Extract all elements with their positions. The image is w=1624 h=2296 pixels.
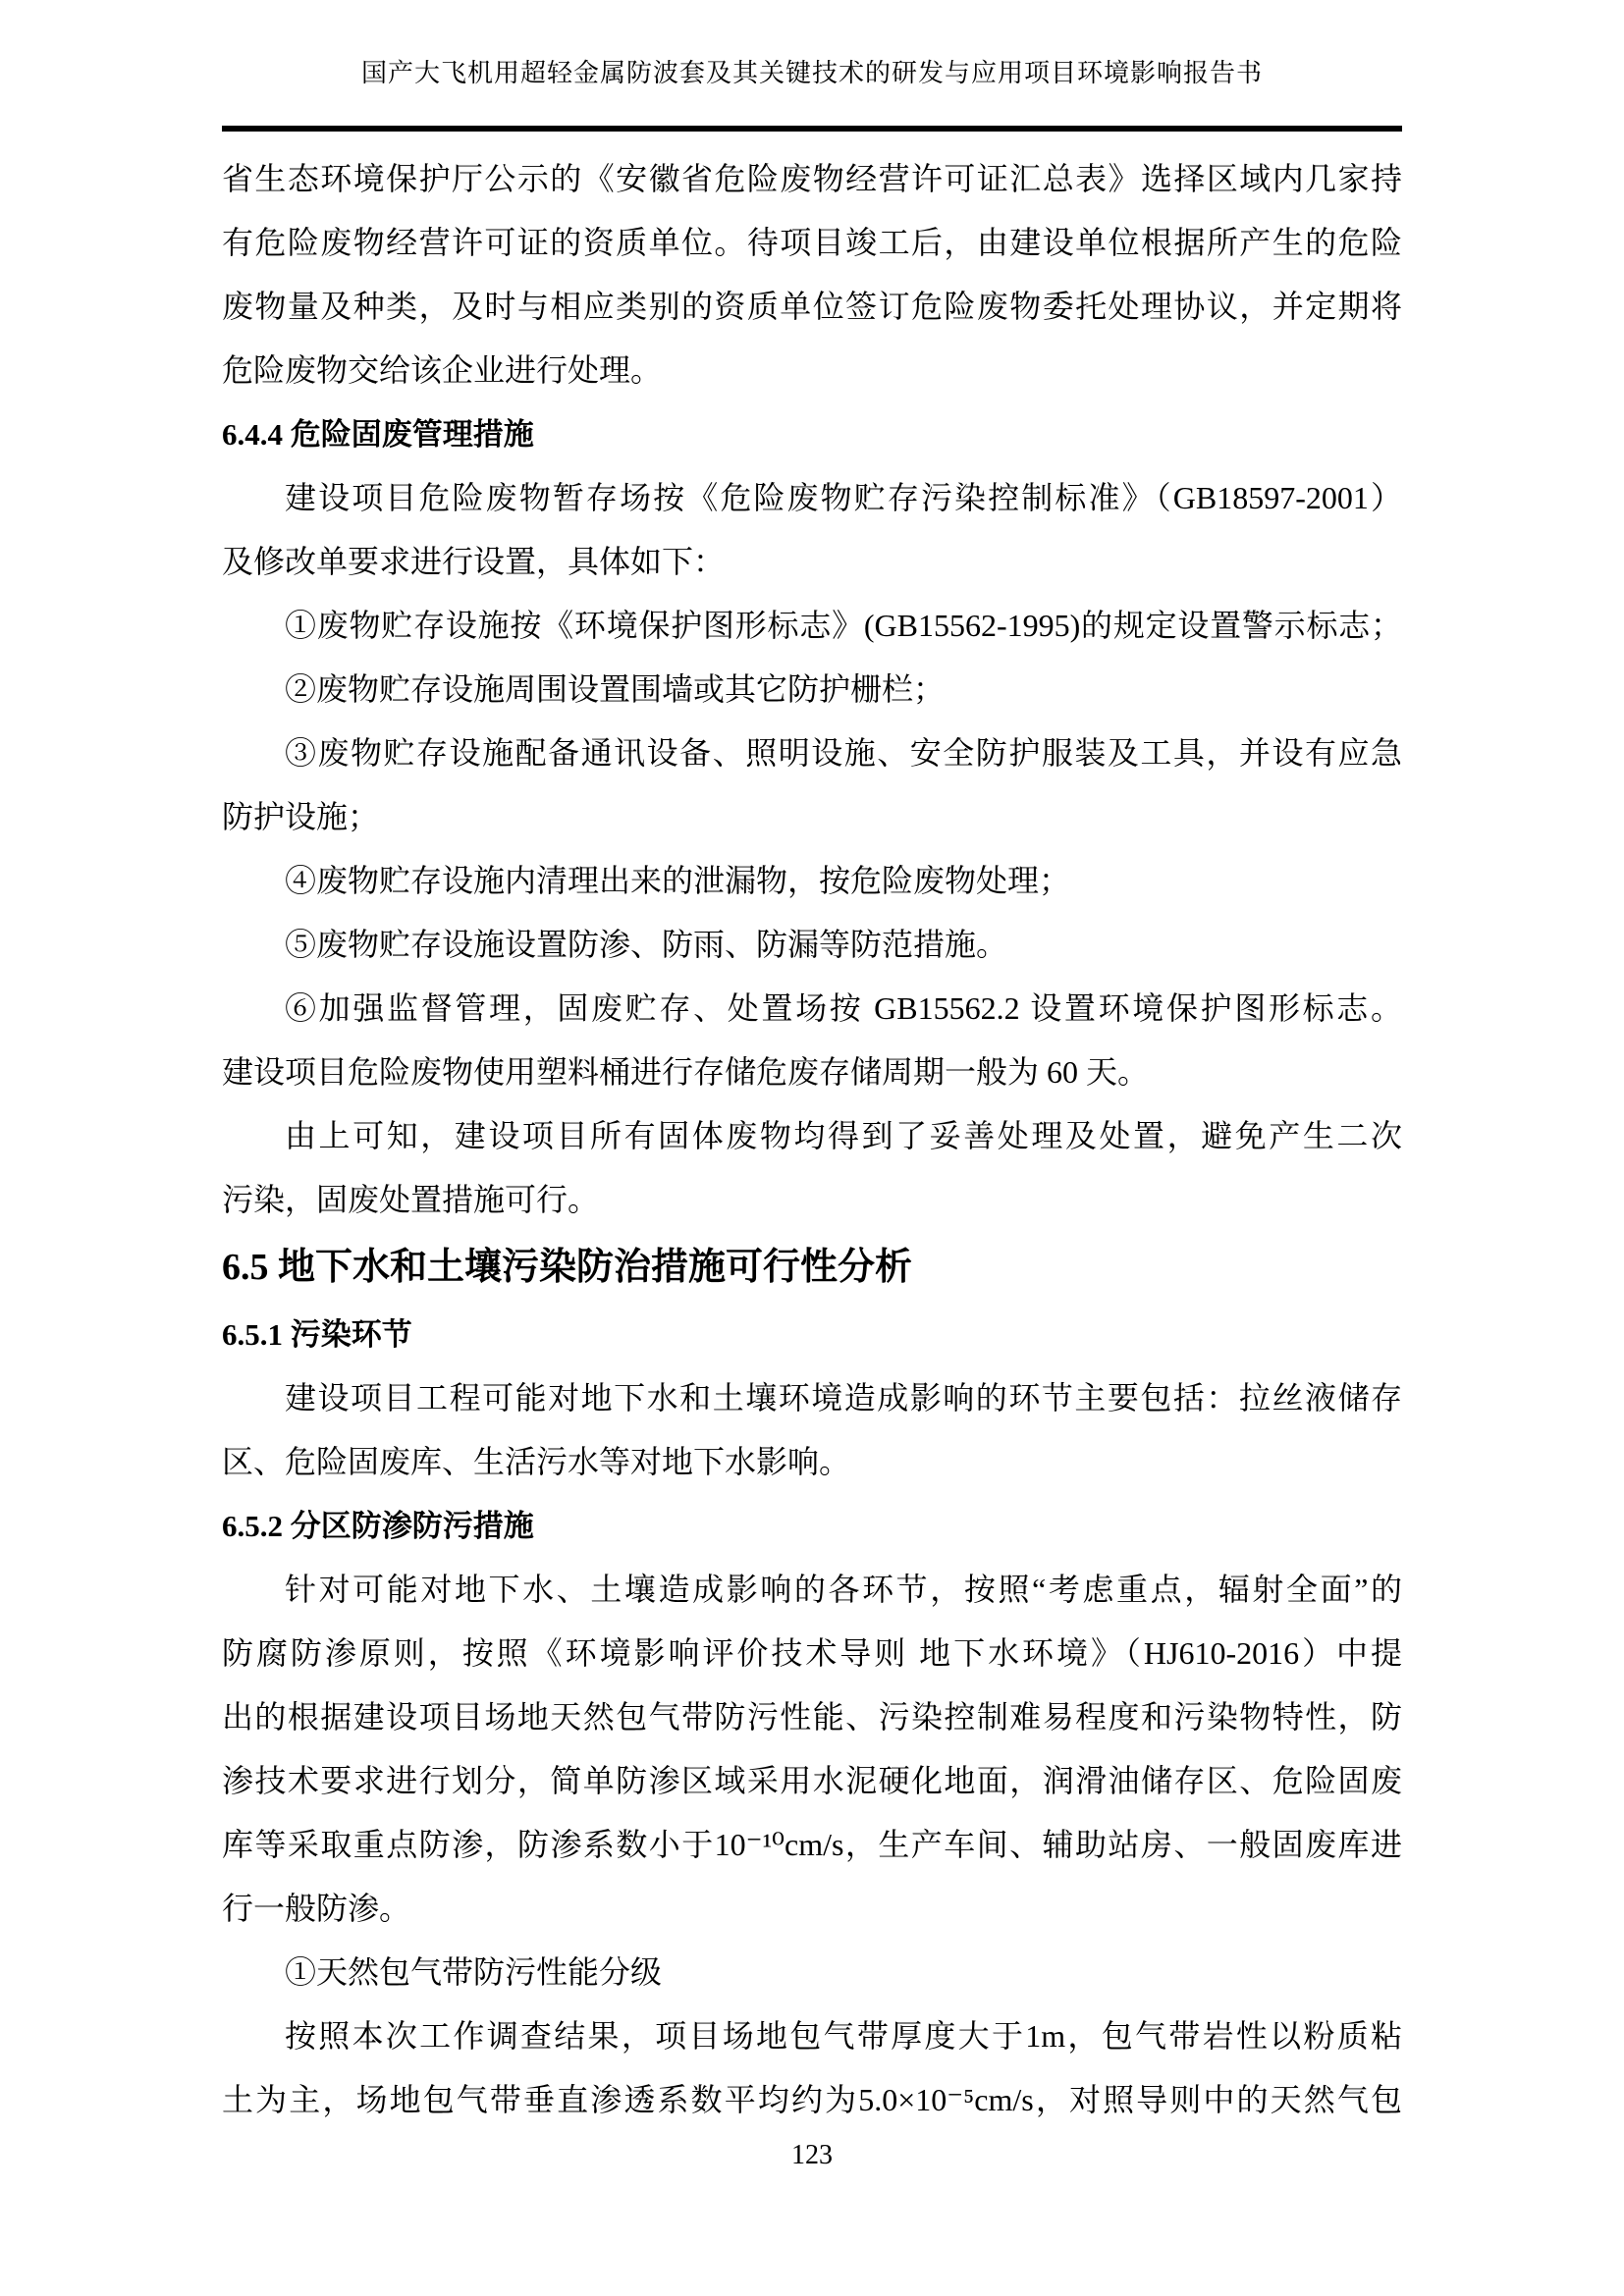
text-line: 针对可能对地下水、土壤造成影响的各环节，按照“考虑重点，辐射全面”的 (285, 1572, 1402, 1607)
section-heading: 6.5 地下水和土壤污染防治措施可行性分析 (222, 1247, 913, 1288)
text-line: 按照本次工作调查结果，项目场地包气带厚度大于1m，包气带岩性以粉质粘 (285, 2018, 1402, 2054)
text-line: 防护设施； (222, 799, 380, 834)
text-line: 库等采取重点防渗，防渗系数小于10⁻¹⁰cm/s，生产车间、辅助站房、一般固废库进 (222, 1827, 1402, 1862)
text-line: 建设项目工程可能对地下水和土壤环境造成影响的环节主要包括：拉丝液储存 (285, 1380, 1402, 1415)
text-line: ⑤废物贮存设施设置防渗、防雨、防漏等防范措施。 (285, 927, 1008, 962)
text-line: 出的根据建设项目场地天然包气带防污性能、污染控制难易程度和污染物特性，防 (222, 1699, 1402, 1735)
document-content (222, 147, 1402, 2132)
text-line: 污染，固废处置措施可行。 (222, 1182, 600, 1217)
text-line: 废物量及种类，及时与相应类别的资质单位签订危险废物委托处理协议，并定期将 (222, 289, 1402, 324)
page-number: 123 (791, 2140, 833, 2170)
text-line: 建设项目危险废物暂存场按《危险废物贮存污染控制标准》（GB18597-2001） (285, 480, 1402, 515)
text-line: ①天然包气带防污性能分级 (285, 1954, 663, 1990)
text-line: 渗技术要求进行划分，简单防渗区域采用水泥硬化地面，润滑油储存区、危险固废 (222, 1763, 1402, 1798)
text-line: 土为主，场地包气带垂直渗透系数平均约为5.0×10⁻⁵cm/s，对照导则中的天然气包 (222, 2082, 1402, 2117)
text-line: 行一般防渗。 (222, 1891, 411, 1926)
section-heading: 6.4.4 危险固废管理措施 (222, 417, 534, 452)
text-line: 省生态环境保护厅公示的《安徽省危险废物经营许可证汇总表》选择区域内几家持 (222, 161, 1402, 196)
text-line: 建设项目危险废物使用塑料桶进行存储危废存储周期一般为 60 天。 (222, 1054, 1150, 1090)
text-line: 由上可知，建设项目所有固体废物均得到了妥善处理及处置，避免产生二次 (285, 1118, 1402, 1153)
text-line: 危险废物交给该企业进行处理。 (222, 352, 663, 388)
text-line: 有危险废物经营许可证的资质单位。待项目竣工后，由建设单位根据所产生的危险 (222, 225, 1402, 260)
header-divider-rule (222, 126, 1402, 132)
section-heading: 6.5.1 污染环节 (222, 1317, 412, 1352)
page-header (222, 0, 1402, 132)
page-header-title: 国产大飞机用超轻金属防波套及其关键技术的研发与应用项目环境影响报告书 (360, 59, 1263, 87)
text-line: ①废物贮存设施按《环境保护图形标志》(GB15562-1995)的规定设置警示标志； (285, 608, 1402, 643)
text-line: ②废物贮存设施周围设置围墙或其它防护栅栏； (285, 671, 946, 707)
text-line: ③废物贮存设施配备通讯设备、照明设施、安全防护服装及工具，并设有应急 (285, 735, 1402, 771)
text-line: ④废物贮存设施内清理出来的泄漏物，按危险废物处理； (285, 863, 1071, 898)
text-line: 区、危险固废库、生活污水等对地下水影响。 (222, 1444, 851, 1479)
text-line: ⑥加强监督管理，固废贮存、处置场按 GB15562.2 设置环境保护图形标志。 (285, 990, 1402, 1026)
text-line: 及修改单要求进行设置，具体如下： (222, 544, 726, 579)
section-heading: 6.5.2 分区防渗防污措施 (222, 1509, 534, 1543)
text-line: 防腐防渗原则，按照《环境影响评价技术导则 地下水环境》（HJ610-2016）中提 (222, 1635, 1402, 1671)
